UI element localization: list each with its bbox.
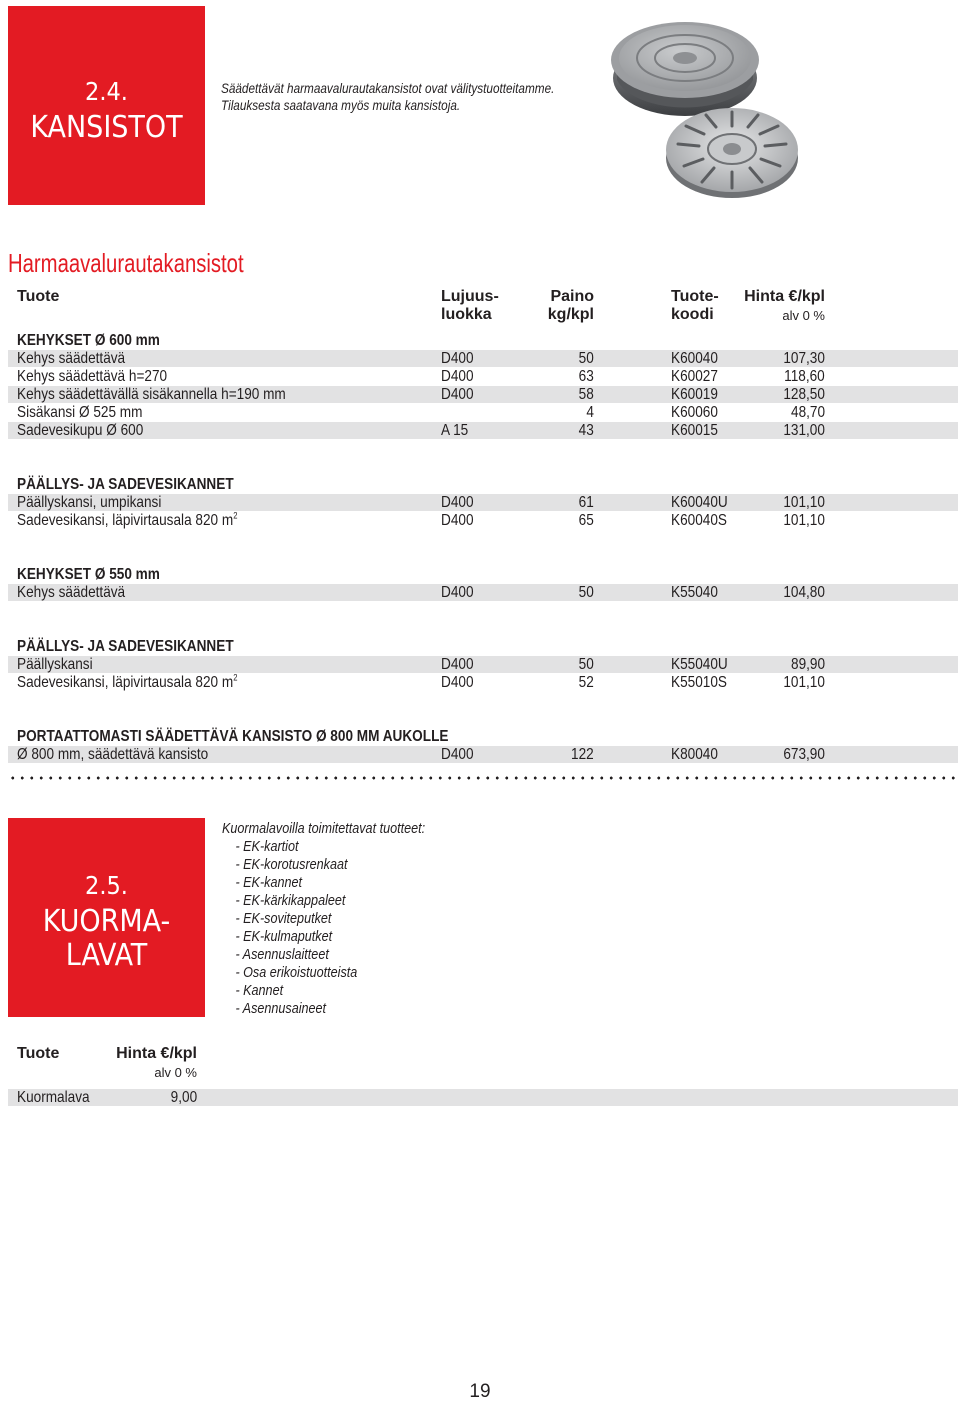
list-title: Kuormalavoilla toimitettavat tuotteet:	[222, 820, 426, 837]
section-badge-2-4	[8, 6, 205, 205]
list-item: - Kannet	[235, 982, 284, 999]
intro-line-2: Tilauksesta saatavana myös muita kansistoja.	[221, 97, 461, 113]
header-class-2: luokka	[441, 306, 492, 323]
grate-cover-image	[662, 96, 802, 202]
table-row: Sadevesikansi, läpivirtausala 820 $m^2$ D400 65 K60040S 101,10	[17, 510, 825, 529]
superscript: 2	[233, 510, 238, 521]
header-code-1: Tuote-	[671, 288, 719, 305]
superscript: 2	[233, 672, 238, 683]
group-title: PÄÄLLYS- JA SADEVESIKANNET	[17, 638, 234, 655]
section-title-line-1: KUORMA-	[42, 904, 171, 939]
list-item: - EK-kärkikappaleet	[235, 892, 346, 909]
table-row: Kuormalava 9,00	[8, 1089, 958, 1106]
list-item: - EK-kartiot	[235, 838, 299, 855]
group-title: KEHYKSET Ø 550 mm	[17, 566, 160, 583]
dotted-divider	[8, 776, 958, 780]
header-product: Tuote	[17, 288, 60, 305]
group-title: PÄÄLLYS- JA SADEVESIKANNET	[17, 476, 234, 493]
table-row: Kehys säädettävällä sisäkannella h=190 mm D400 58 K60019 128,50	[8, 386, 958, 403]
table2-header-product: Tuote	[17, 1045, 60, 1062]
list-item: - EK-korotusrenkaat	[235, 856, 348, 873]
intro-line-1: Säädettävät harmaavalurautakansistot ovat välitystuotteitamme.	[221, 80, 555, 96]
header-weight-2: kg/kpl	[547, 306, 594, 323]
table2-header-price-1: Hinta €/kpl	[116, 1045, 197, 1062]
header-class-1: Lujuus-	[441, 288, 499, 305]
table2-header-price-2: alv 0 %	[154, 1065, 197, 1080]
list-item: - Asennusaineet	[235, 1000, 327, 1017]
table-row: Kehys säädettävä D400 50 K55040 104,80	[8, 584, 958, 601]
table-row: Sisäkansi Ø 525 mm 4 K60060 48,70	[17, 404, 825, 421]
table-row: Sadevesikupu Ø 600 A 15 43 K60015 131,00	[8, 422, 958, 439]
list-item: - EK-soviteputket	[235, 910, 332, 927]
header-code-2: koodi	[671, 306, 714, 323]
header-price-2: alv 0 %	[782, 308, 825, 323]
group-title: KEHYKSET Ø 600 mm	[17, 332, 160, 349]
section-title-line-2: LAVAT	[65, 938, 148, 973]
group-title: PORTAATTOMASTI SÄÄDETTÄVÄ KANSISTO Ø 800 MM AUKOLLE	[17, 728, 449, 745]
table-row: Kehys säädettävä D400 50 K60040 107,30	[8, 350, 958, 367]
list-item: - Asennuslaitteet	[235, 946, 329, 963]
header-weight-1: Paino	[550, 288, 594, 305]
page-number: 19	[469, 1381, 491, 1402]
table-row: Sadevesikansi, läpivirtausala 820 $m^2$ D400 52 K55010S 101,10	[17, 672, 825, 691]
section-badge-2-5	[8, 818, 205, 1017]
list-item: - EK-kannet	[235, 874, 302, 891]
pallet-products-list	[222, 820, 425, 1018]
table-heading: Harmaavalurautakansistot	[8, 248, 244, 278]
intro-text	[221, 80, 554, 114]
section-number: 2.4.	[85, 77, 128, 106]
header-price-1: Hinta €/kpl	[744, 288, 825, 305]
table-row: Päällyskansi D400 50 K55040U 89,90	[8, 656, 958, 673]
section-number: 2.5.	[85, 871, 128, 900]
table-row: Kehys säädettävä h=270 D400 63 K60027 118,60	[17, 368, 825, 385]
list-item: - EK-kulmaputket	[235, 928, 333, 945]
section-title: KANSISTOT	[30, 110, 183, 145]
table-row: Päällyskansi, umpikansi D400 61 K60040U 101,10	[8, 494, 958, 511]
table-row: Ø 800 mm, säädettävä kansisto D400 122 K80040 673,90	[8, 746, 958, 763]
list-item: - Osa erikoistuotteista	[235, 964, 358, 981]
